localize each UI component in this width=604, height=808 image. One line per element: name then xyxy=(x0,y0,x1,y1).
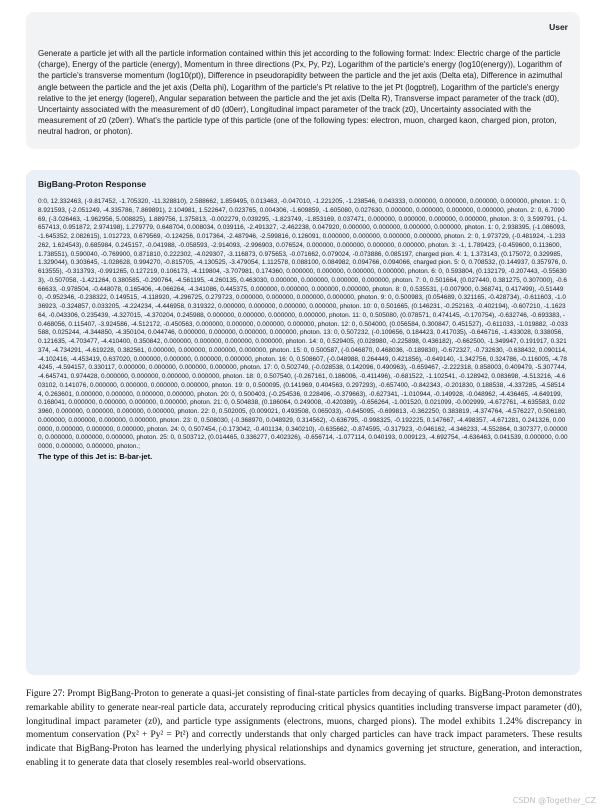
response-box xyxy=(26,170,580,675)
response-body: 0:0, 12.332463, (-9.817452, -1.705320, -11.328810), 2.588662, 1.859495, 0.013463, -0.047010, -1.221205, -1.238546, 0.043333, 0.000000, 0.000000, 0.000000, 0.000000, photon. 1: 0, 8.921593, (-2.051249, -4.335786, 7.869891), 2.104981, 1.522647, 0.023765, 0.004306, -1.609859, -1.605080, 0.027630, 0.000000, 0.000000, 0.000000, 0.000000, photon. 2: 0, 6.709069, (-3.026463, -1.962956, 5.008825), 1.889756, 1.375813, -0.002279, 0.039295, -1.823749, -1.853169, 0.037471, 0.000000, 0.000000, 0.000000, 0.000000, photon. 3: 0, 3.599791, (-1.657413, 0.951872, 2.974198), 1.279779, 0.648704, 0.008034, 0.039116, -2.491327, -2.462238, 0.047920, 0.000000, 0.000000, 0.000000, 0.000000, photon. 1: 0, 2.938395, (-1.086093, -1.645352, 2.082615), 1.012723, 0.679569, -0.124256, 0.017364, -2.487946, -2.599816, 0.126091, 0.000000, 0.000000, 0.000000, 0.000000, photon. 2: 0, 1.973729, (-0.481924, -1.233262, 1.624543), 0.685984, 0.245157, -0.041988, -0.058593, -2.914093, -2.996903, 0.076524, 0.000000, 0.000000, 0.000000, 0.000000, photon. 3: -1, 1.789423, (-0.459600, 0.113600, 1.738551), 0.590040, -0.769900, 0.871810, 0.222302, -4.029307, -3.116873, 0.975653, -0.071662, 0.079024, -0.073886, 0.085197, charged pion. 4: 1, 1.373143, (0.175072, 0.329985, 1.329044), 0.303645, -1.028628, 0.994270, -0.815705, -4.130525, -3.479054, 1.112578, 0.088100, 0.084982, 0.094766, 0.094066, charged pion. 5: 0, 0.708532, (0.144937, 0.357976, 0.613555), -0.313793, -0.991265, 0.127219, 0.106173, -4.119804, -3.707981, 0.174360, 0.000000, 0.000000, 0.000000, 0.000000, photon. 6: 0, 0.593804, (0.132179, -0.207443, -0.556303), -0.507058, -1.421264, 0.380585, -0.290764, -4.561195, -4.260135, 0.463030, 0.000000, 0.000000, 0.000000, 0.000000, photon. 7: 0, 0.501664, (0.027440, 0.381275, 0.307000), -0.666633, -0.978504, -0.448078, 0.165406, -4.066264, -4.341086, 0.445375, 0.000000, 0.000000, 0.000000, 0.000000, photon. 8: 0, 0.535531, (-0.007900, 0.368741, 0.417499), -0.514490, -0.952346, -0.238322, 0.149515, -4.118920, -4.296725, 0.279723, 0.000000, 0.000000, 0.000000, 0.000000, photon. 9: 0, 0.500983, (0.054689, 0.321165, -0.428734), -0.611603, -1.036923, -0.324857, 0.033205, -4.224234, -4.446958, 0.319322, 0.000000, 0.000000, 0.000000, 0.000000, photon. 10: 0, 0.501665, (0.146231, -0.252163, -0.402194), -0.607210, -1.162364, -0.043306, 0.235439, -4.327015, -4.370204, 0.245988, 0.000000, 0.000000, 0.000000, 0.000000, photon. 11: 0, 0.505080, (0.078571, 0.474145, -0.170754), -0.632746, -0.693383, -0.468056, 0.115407, -3.924586, -4.512172, -0.450563, 0.000000, 0.000000, 0.000000, 0.000000, photon. 12: 0, 0.504000, (0.056584, 0.300847, 0.451527), -0.611033, -1.019882, -0.033588, 0.025244, -4.344850, -4.350104, 0.044746, 0.000000, 0.000000, 0.000000, 0.000000, photon. 13: 0, 0.507232, (-0.109656, 0.184423, 0.417035), -0.646716, -1.433028, 0.338056, 0.121635, -4.703477, -4.410400, 0.350842, 0.000000, 0.000000, 0.000000, 0.000000, photon. 14: 0, 0.529405, (0.028980, -0.225898, 0.436182), -0.662500, -1.349947, 0.191917, 0.321374, -4.734291, -4.619228, 0.382561, 0.000000, 0.000000, 0.000000, 0.000000, photon. 15: 0, 0.500587, (-0.046870, 0.468036, -0.189830), -0.672327, -0.732630, -0.638432, 0.090114, -4.102416, -4.453419, 0.637020, 0.000000, 0.000000, 0.000000, 0.000000, photon. 16: 0, 0.508607, (-0.048988, 0.264449, 0.421856), -0.649140, -1.342756, 0.324786, -0.116005, -4.784245, -4.594157, 0.330117, 0.000000, 0.000000, 0.000000, 0.000000, photon. 17: 0, 0.502749, (-0.028538, 0.142096, 0.490963), -0.659467, -2.222318, 0.858003, 0.409479, -5.307744, -4.645741, 0.974428, 0.000000, 0.000000, 0.000000, 0.000000, photon. 18: 0, 0.507540, (-0.267161, 0.186006, -0.411496), -0.681522, -1.102541, -0.128942, 0.083698, -4.513216, -4.603102, 0.141076, 0.000000, 0.000000, 0.000000, 0.000000, photon. 19: 0, 0.500095, (0.141969, 0.404563, 0.297293), -0.657400, -0.842343, -0.201830, 0.188538, -4.337285, -4.585144, 0.263601, 0.000000, 0.000000, 0.000000, 0.000000, photon. 20: 0, 0.500403, (-0.254536, 0.228496, -0.379663), -0.627341, -1.010944, -0.149928, -0.048962, -4.436465, -4.649199, 0.168041, 0.000000, 0.000000, 0.000000, 0.000000, photon. 21: 0, 0.504838, (0.186064, 0.249008, -0.420389), -0.656264, -1.001520, 0.021099, -0.002999, -4.672761, -4.635583, 0.023960, 0.000000, 0.000000, 0.000000, 0.000000, photon. 22: 0, 0.502005, (0.009021, 0.493508, 0.065033), -0.645095, -0.699813, -0.362250, 0.383819, -4.374764, -4.576227, 0.506180, 0.000000, 0.000000, 0.000000, 0.000000, photon. 23: 0, 0.508030, (-0.368970, 0.048929, 0.314562), -0.636795, -0.998325, -0.192225, 0.147667, -4.498357, -4.671281, 0.241326, 0.000000, 0.000000, 0.000000, 0.000000, photon. 24: 0, 0.507454, (-0.173042, -0.401134, 0.340210), -0.635662, -0.874595, -0.317923, -0.046162, -4.346233, -4.552864, 0.307377, 0.000000, 0.000000, 0.000000, 0.000000, photon. 25: 0, 0.503712, (0.014465, 0.336277, 0.402326), -0.656714, -1.077114, 0.040193, 0.009123, -4.692754, -4.636463, 0.041539, 0.000000, 0.000000, 0.000000, 0.000000, photon.; xyxy=(38,198,568,450)
user-label: User xyxy=(549,22,568,32)
response-label: BigBang-Proton Response xyxy=(38,179,147,189)
figure-caption: Figure 27: Prompt BigBang-Proton to generate a quasi-jet consisting of final-state particles from decaying of quarks. BigBang-Proton demonstrates remarkable ability to generate near-real particle data, accurately reproducing critical physics quantities including transverse impact parameter (d0), longitudinal impact parameter (z0), and particle type assignments (electrons, muons, charged pions). The model exhibits 1.24% discrepancy in momentum conservation (Px² + Py² = Pt²) and correctly understands that only charged particles can have track impact parameters. These results indicate that BigBang-Proton has learned the underlying physical relationships and dynamics governing jet structure, generation, and interaction, enabling it to generate data that closely resembles real-world observations. xyxy=(26,689,582,768)
user-prompt: Generate a particle jet with all the particle information contained within this jet according to the following format: Index: Electric charge of the particle (charge), Energy of the particle (energy), Momentum in three directions (Px, Py, Pz), Logarithm of the particle's energy (log10(energy)), Logarithm of the particle's transverse momentum (log10(pt)), Difference in pseudorapidity between the particle and the jet axis (Delta eta), Difference in azimuthal angle between the particle and the jet axis (Delta phi), Logarithm of the particle's Pt relative to the jet Pt (logptrel), Logarithm of the particle's energy relative to the jet energy (logerel), Angular separation between the particle and the jet axis (Delta R), Transverse impact parameter of the track (d0), Uncertainty associated with the measurement of d0 (d0err), Longitudinal impact parameter of the track (z0), Uncertainty associated with the measurement of z0 (z0err). What's the particle type of this particle (one of the following types: electron, muon, charged kaon, charged pion, proton, neutral hadron, or photon). xyxy=(38,49,563,137)
user-message-box xyxy=(26,12,580,149)
jet-type-answer: The type of this Jet is: B-bar-jet. xyxy=(38,451,153,461)
watermark: CSDN @Together_CZ xyxy=(512,796,596,805)
